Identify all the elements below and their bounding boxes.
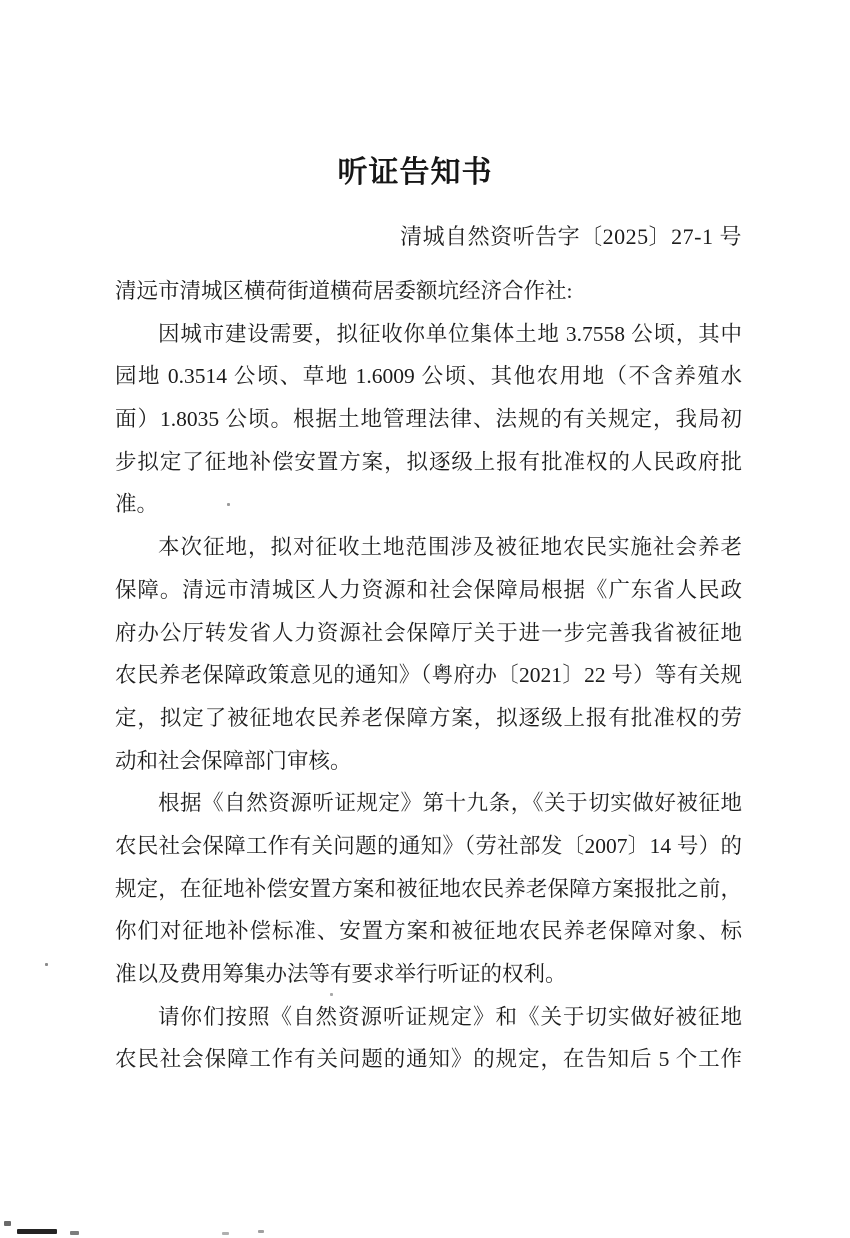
- body-line: 面）1.8035 公顷。根据土地管理法律、法规的有关规定，我局初: [115, 407, 742, 432]
- body-line: 本次征地，拟对征收土地范围涉及被征地农民实施社会养老: [158, 535, 742, 560]
- body-line: 你们对征地补偿标准、安置方案和被征地农民养老保障对象、标: [115, 919, 742, 944]
- body-line: 园地 0.3514 公顷、草地 1.6009 公顷、其他农用地（不含养殖水: [115, 364, 742, 389]
- body-line: 准。: [115, 492, 159, 517]
- body-line: 动和社会保障部门审核。: [115, 748, 352, 773]
- body-line: 农民养老保障政策意见的通知》（粤府办〔2021〕22 号）等有关规: [115, 663, 742, 688]
- addressee-line: 清远市清城区横荷街道横荷居委额坑经济合作社:: [115, 279, 573, 303]
- scan-artifact: [222, 1232, 229, 1235]
- scan-artifact: [330, 993, 333, 996]
- body-line: 因城市建设需要，拟征收你单位集体土地 3.7558 公顷，其中: [158, 321, 742, 346]
- body-line: 步拟定了征地补偿安置方案，拟逐级上报有批准权的人民政府批: [115, 449, 742, 474]
- body-line: 府办公厅转发省人力资源社会保障厅关于进一步完善我省被征地: [115, 620, 742, 645]
- body-line: 定，拟定了被征地农民养老保障方案，拟逐级上报有批准权的劳: [115, 705, 742, 730]
- scan-artifact: [70, 1231, 79, 1235]
- document-body: [115, 270, 742, 1081]
- body-line: 准以及费用筹集办法等有要求举行听证的权利。: [115, 962, 567, 986]
- scan-artifact: [4, 1221, 11, 1226]
- document-title: 听证告知书: [337, 156, 493, 189]
- body-line: 规定，在征地补偿安置方案和被征地农民养老保障方案报批之前，: [115, 876, 742, 901]
- body-line: 根据《自然资源听证规定》第十九条，《关于切实做好被征地: [158, 791, 742, 816]
- scan-artifact: [227, 503, 230, 506]
- scan-artifact: [17, 1229, 57, 1234]
- scan-artifact: [45, 963, 48, 966]
- body-line: 农民社会保障工作有关问题的通知》（劳社部发〔2007〕14 号）的: [115, 833, 742, 858]
- scan-artifact: [258, 1230, 264, 1233]
- document-number: 清城自然资听告字〔2025〕27-1 号: [400, 224, 742, 249]
- body-line: 保障。清远市清城区人力资源和社会保障局根据《广东省人民政: [115, 577, 742, 602]
- body-line: 请你们按照《自然资源听证规定》和《关于切实做好被征地: [158, 1004, 742, 1029]
- body-line: 农民社会保障工作有关问题的通知》的规定，在告知后 5 个工作: [115, 1047, 742, 1072]
